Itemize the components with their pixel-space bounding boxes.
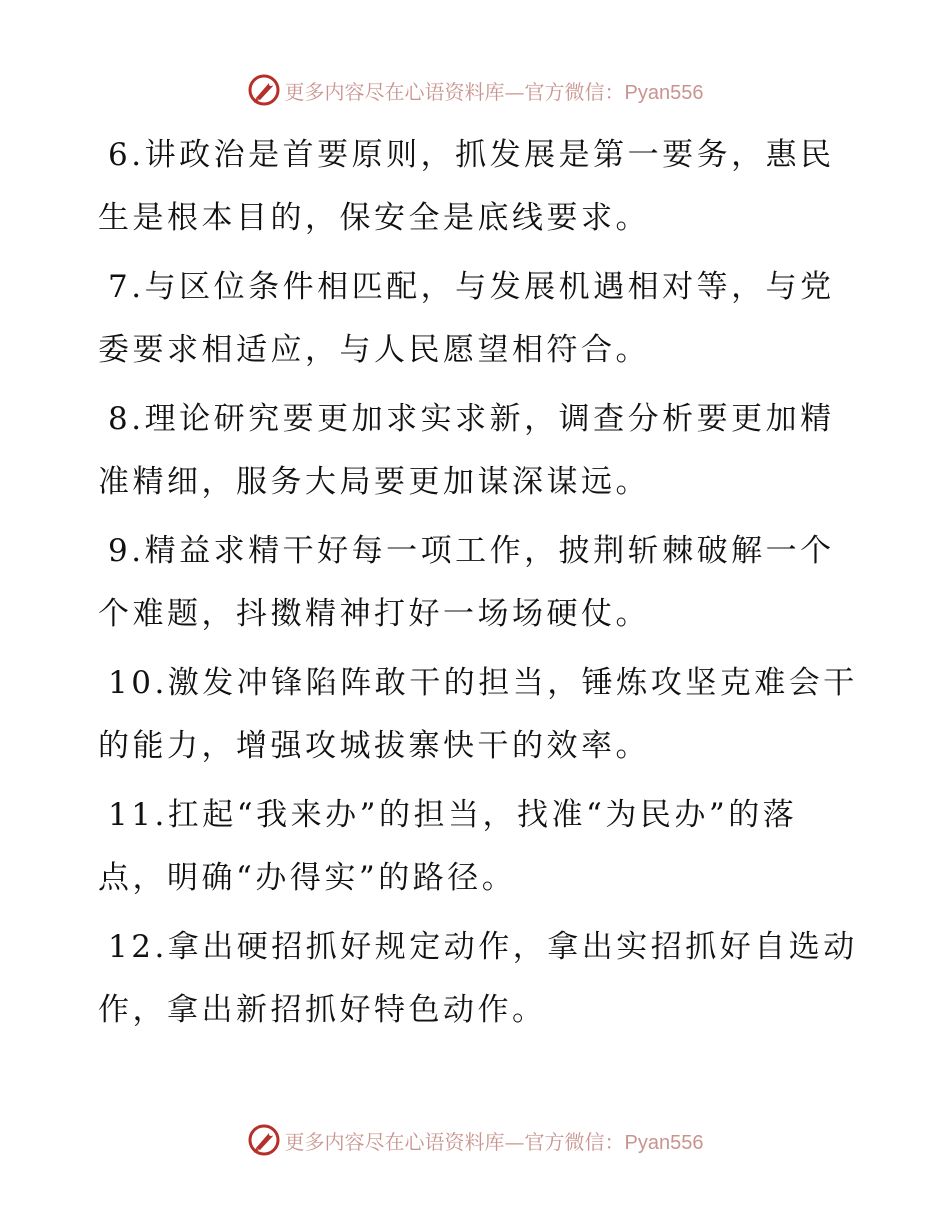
pen-logo-icon (247, 1123, 281, 1157)
list-item: 9.精益求精干好每一项工作，披荆斩棘破解一个个难题，抖擞精神打好一场场硬仗。 (98, 533, 835, 632)
list-item: 12.拿出硬招抓好规定动作，拿出实招抓好自选动作，拿出新招抓好特色动作。 (98, 929, 858, 1028)
header-banner (0, 70, 950, 110)
list-item: 7.与区位条件相匹配，与发展机遇相对等，与党委要求相适应，与人民愿望相符合。 (98, 269, 835, 368)
list-item: 11.扛起“我来办”的担当，找准“为民办”的落点，明确“办得实”的路径。 (98, 797, 798, 896)
pen-logo-icon (247, 73, 281, 107)
header-banner-text: 更多内容尽在心语资料库—官方微信：Pyan556 (284, 79, 704, 104)
header-wechat-id: Pyan556 (624, 81, 704, 104)
list-item: 8.理论研究要更加求实求新，调查分析要更加精准精细，服务大局要更加谋深谋远。 (98, 401, 835, 500)
list-item: 6.讲政治是首要原则，抓发展是第一要务，惠民生是根本目的，保安全是底线要求。 (98, 137, 835, 236)
list-item: 10.激发冲锋陷阵敢干的担当，锤炼攻坚克难会干的能力，增强攻城拔寨快干的效率。 (98, 665, 858, 764)
document-body (98, 124, 858, 1048)
footer-wechat-id: Pyan556 (624, 1131, 704, 1154)
footer-banner (0, 1120, 950, 1160)
footer-banner-text: 更多内容尽在心语资料库—官方微信：Pyan556 (284, 1129, 704, 1154)
